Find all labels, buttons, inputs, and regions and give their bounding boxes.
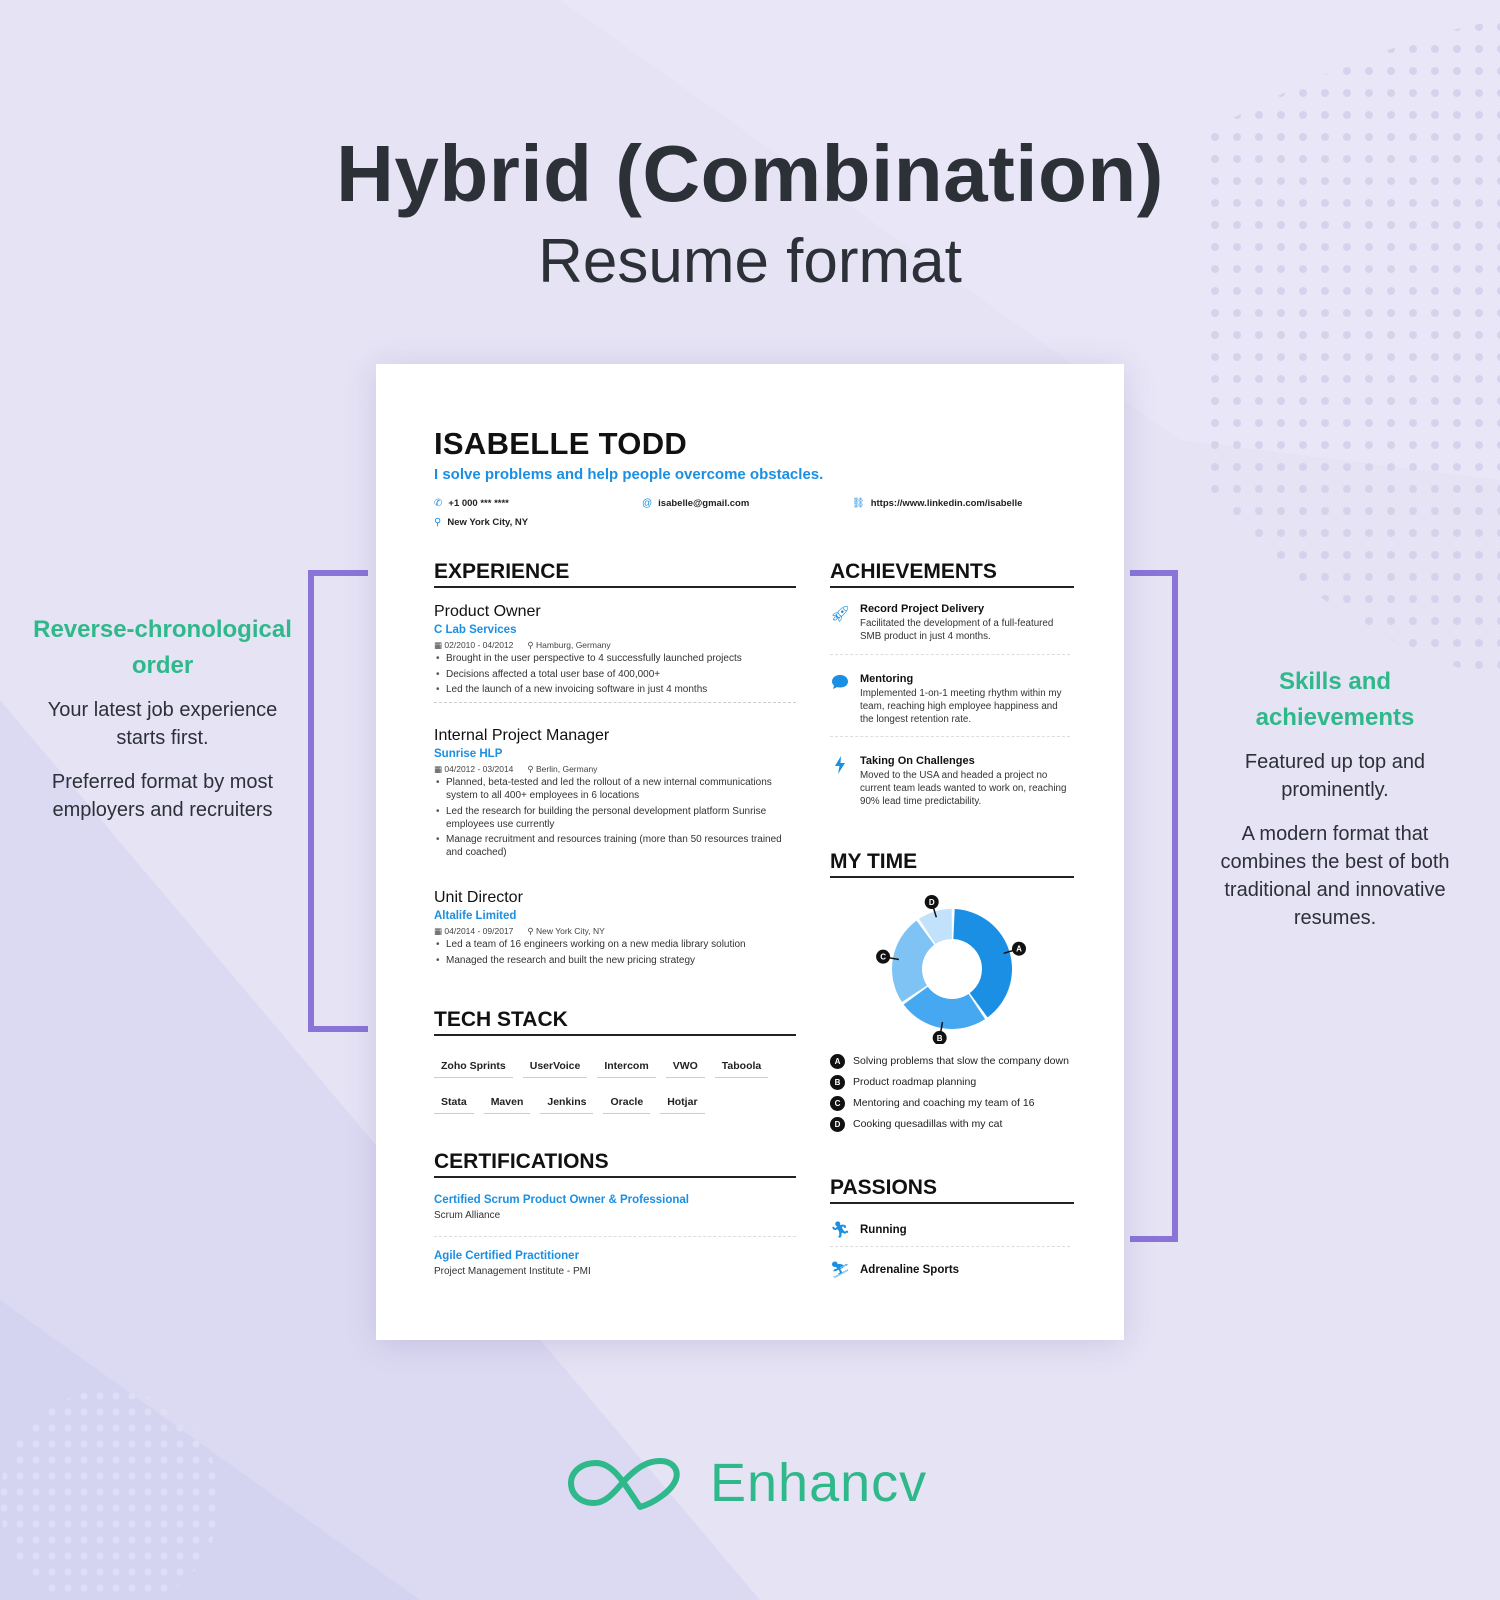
left-annotation-heading: Reverse-chronological order	[33, 616, 292, 679]
job-company: Sunrise HLP	[434, 748, 503, 760]
job-title: Internal Project Manager	[434, 727, 610, 744]
tech-tag: Intercom	[597, 1054, 655, 1078]
job-place: Hamburg, Germany	[536, 640, 611, 650]
tech-tag: Hotjar	[660, 1090, 704, 1114]
job-entry	[434, 726, 796, 862]
job-bullet: • Manage recruitment and resources training (more than 50 resources trained and coached)	[434, 833, 796, 859]
divider	[434, 702, 796, 703]
achievement-item	[830, 672, 1070, 726]
job-entry	[434, 888, 796, 969]
certifications-heading: CERTIFICATIONS	[434, 1150, 796, 1178]
achievement-title: Taking On Challenges	[860, 755, 975, 767]
location-text: New York City, NY	[447, 517, 529, 528]
resume-name: ISABELLE TODD	[434, 426, 688, 461]
contact-phone	[434, 498, 509, 509]
job-bullet: • Managed the research and built the new pricing strategy	[434, 954, 796, 967]
certification-issuer: Project Management Institute - PMI	[434, 1266, 591, 1277]
skier-icon: ⛷︎	[830, 1262, 851, 1279]
rocket-icon: 🚀︎	[830, 606, 851, 623]
achievement-item	[830, 602, 1070, 643]
passion-label: Adrenaline Sports	[860, 1264, 960, 1276]
job-company: C Lab Services	[434, 624, 517, 636]
job-dates: 04/2014 - 09/2017	[444, 926, 514, 936]
certification-title: Agile Certified Practitioner	[434, 1250, 580, 1262]
certification-item	[434, 1192, 689, 1224]
legend-label: Solving problems that slow the company down	[853, 1055, 1069, 1067]
location-pin-icon: ⚲	[527, 926, 537, 936]
job-company: Altalife Limited	[434, 910, 517, 922]
tech-tag: Stata	[434, 1090, 474, 1114]
location-pin-icon: ⚲	[434, 517, 442, 528]
achievement-item	[830, 754, 1070, 808]
calendar-icon: ▦	[434, 926, 445, 936]
contact-linkedin	[852, 498, 1022, 509]
my-time-heading: MY TIME	[830, 850, 1074, 878]
tech-tag: VWO	[666, 1054, 705, 1078]
tech-tag: UserVoice	[523, 1054, 588, 1078]
tech-tag: Maven	[484, 1090, 531, 1114]
passions-heading: PASSIONS	[830, 1176, 1074, 1204]
location-pin-icon: ⚲	[527, 764, 537, 774]
job-bullet: • Led a team of 16 engineers working on a new media library solution	[434, 938, 796, 951]
resume-sheet	[376, 364, 1124, 1340]
page-title: Hybrid (Combination)	[336, 129, 1164, 218]
contact-email	[642, 498, 749, 509]
left-annotation-text-2: Preferred format by most employers and recruiters	[51, 771, 274, 821]
brand-name: Enhancv	[710, 1453, 928, 1513]
legend-item	[830, 1054, 1070, 1069]
job-bullet: • Planned, beta-tested and led the rollout of a new internal communications system to all 400+ employees in 6 locations	[434, 776, 796, 802]
running-icon: 🏃︎	[830, 1222, 851, 1239]
passion-item	[830, 1260, 1074, 1280]
legend-key: D	[830, 1117, 845, 1132]
certification-title: Certified Scrum Product Owner & Professional	[434, 1194, 689, 1206]
my-time-donut-chart	[830, 894, 1074, 1044]
left-bracket	[308, 570, 368, 1032]
job-bullets	[434, 776, 796, 859]
right-annotation	[1200, 664, 1470, 948]
certification-issuer: Scrum Alliance	[434, 1210, 501, 1221]
achievement-title: Record Project Delivery	[860, 603, 985, 615]
achievement-desc: Moved to the USA and headed a project no current team leads wanted to work on, reaching 90% lead time predictability.	[860, 770, 1067, 807]
tech-stack-heading: TECH STACK	[434, 1008, 796, 1036]
right-annotation-text-1: Featured up top and prominently.	[1244, 751, 1426, 801]
left-annotation-text-1: Your latest job experience starts first.	[47, 699, 278, 749]
right-annotation-heading: Skills and achievements	[1255, 668, 1415, 731]
calendar-icon: ▦	[434, 764, 445, 774]
job-bullets	[434, 652, 796, 696]
left-annotation	[30, 612, 295, 840]
job-title: Product Owner	[434, 603, 541, 620]
legend-key: A	[830, 1054, 845, 1069]
passion-item	[830, 1220, 1074, 1240]
my-time-legend	[830, 1054, 1070, 1138]
achievements-heading: ACHIEVEMENTS	[830, 560, 1074, 588]
tech-tag: Oracle	[603, 1090, 650, 1114]
experience-heading: EXPERIENCE	[434, 560, 796, 588]
job-place: New York City, NY	[536, 926, 605, 936]
divider	[830, 1246, 1070, 1247]
job-bullets	[434, 938, 796, 967]
phone-icon: ✆	[434, 498, 443, 509]
job-bullet: • Brought in the user perspective to 4 successfully launched projects	[434, 652, 796, 665]
job-meta	[434, 762, 796, 776]
legend-key: C	[830, 1096, 845, 1111]
legend-item	[830, 1096, 1070, 1111]
link-icon: ⛓	[852, 498, 865, 509]
resume-tagline: I solve problems and help people overcome obstacles.	[434, 466, 824, 483]
legend-label: Product roadmap planning	[853, 1076, 977, 1088]
achievement-desc: Implemented 1-on-1 meeting rhythm within my team, reaching high employee happiness and the longest retention rate.	[860, 688, 1062, 725]
infinity-heart-icon	[566, 1453, 684, 1513]
chat-bubble-icon	[830, 672, 850, 726]
legend-label: Cooking quesadillas with my cat	[853, 1118, 1003, 1130]
lightning-icon	[830, 754, 850, 808]
job-bullet: • Led the launch of a new invoicing software in just 4 months	[434, 683, 796, 696]
job-dates: 02/2010 - 04/2012	[444, 640, 514, 650]
page-subtitle: Resume format	[538, 227, 962, 296]
job-entry	[434, 602, 796, 703]
achievement-title: Mentoring	[860, 673, 914, 685]
legend-item	[830, 1117, 1070, 1132]
location-pin-icon: ⚲	[527, 640, 537, 650]
donut-label: D	[928, 898, 935, 908]
linkedin-text: https://www.linkedin.com/isabelle	[870, 498, 1023, 509]
divider	[830, 736, 1070, 737]
tech-tag: Taboola	[715, 1054, 768, 1078]
job-place: Berlin, Germany	[536, 764, 598, 774]
job-bullet: • Led the research for building the personal development platform Sunrise employees use currently	[434, 805, 796, 831]
right-annotation-text-2: A modern format that combines the best of both traditional and innovative resumes.	[1220, 823, 1450, 929]
job-meta	[434, 638, 796, 652]
job-title: Unit Director	[434, 889, 523, 906]
divider	[434, 1236, 796, 1237]
contact-location	[434, 517, 528, 528]
right-bracket	[1130, 570, 1178, 1242]
phone-text: +1 000 *** ****	[448, 498, 509, 509]
legend-key: B	[830, 1075, 845, 1090]
achievement-desc: Facilitated the development of a full-featured SMB product in just 4 months.	[860, 618, 1054, 642]
divider	[830, 654, 1070, 655]
passion-label: Running	[860, 1224, 907, 1236]
tech-tag: Zoho Sprints	[434, 1054, 513, 1078]
donut-label: B	[936, 1033, 943, 1043]
legend-label: Mentoring and coaching my team of 16	[853, 1097, 1035, 1109]
certification-item	[434, 1248, 591, 1280]
tech-stack-tags	[434, 1054, 804, 1126]
at-icon: @	[642, 498, 653, 509]
tech-tag: Jenkins	[540, 1090, 593, 1114]
email-text: isabelle@gmail.com	[658, 498, 750, 509]
donut-label: C	[880, 952, 886, 962]
job-dates: 04/2012 - 03/2014	[444, 764, 514, 774]
job-bullet: • Decisions affected a total user base of 400,000+	[434, 668, 796, 681]
job-meta	[434, 924, 796, 938]
legend-item	[830, 1075, 1070, 1090]
donut-label: A	[1016, 944, 1022, 954]
calendar-icon: ▦	[434, 640, 445, 650]
enhancv-logo	[566, 1452, 927, 1514]
